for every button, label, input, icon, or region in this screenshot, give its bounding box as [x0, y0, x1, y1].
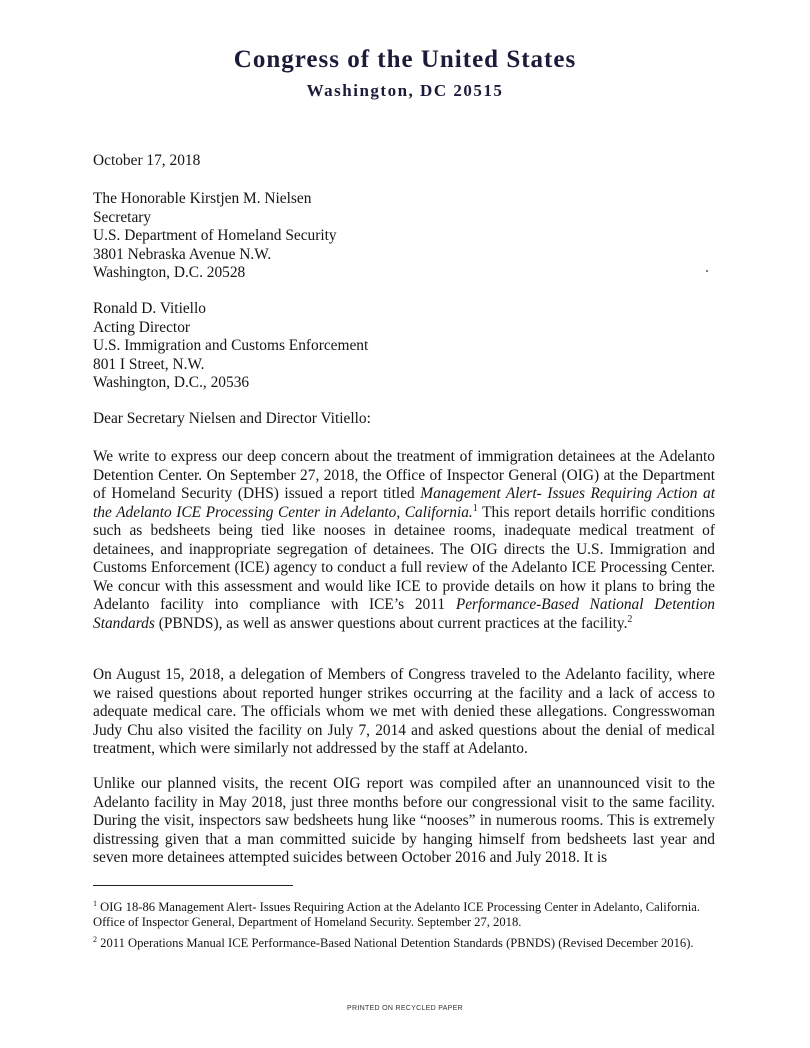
paragraph-text: We write to express our deep concern about the treatment of immigration detainees at the Adelanto Detention Center. On September 27, 2018, the Office of Inspector General (OIG) at the Department of Homeland Security (DHS) issued a report titled: [93, 448, 715, 502]
paragraph-text: This report details horrific conditions such as bedsheets being tied like nooses in detainee rooms, inadequate medical treatment of detainees, and inappropriate segregation of detainees. The OIG directs the U.S. Immigration and Customs Enforcement (ICE) agency to conduct a full review of the Adelanto ICE Processing Center. We concur with this assessment and would like ICE to provide details on how it plans to bring the Adelanto facility into compliance with ICE’s 2011: [93, 503, 715, 613]
body-paragraph: Unlike our planned visits, the recent OIG report was compiled after an unannounced visit to the Adelanto facility in May 2018, just three months before our congressional visit to the same facility. During the visit, inspectors saw bedsheets hung like “nooses” in numerous rooms. This is extremely distressing given that a man committed suicide by hanging himself from bedsheets last year and seven more detainees attempted suicides between October 2016 and July 2018. It is: [93, 775, 715, 866]
scan-speck: [706, 270, 708, 272]
footnote-divider: [93, 885, 293, 886]
recipient-address-block: [93, 300, 715, 393]
footnote: [93, 896, 715, 930]
letterhead-address: Washington, DC 20515: [306, 81, 504, 100]
address-line: The Honorable Kirstjen M. Nielsen: [93, 190, 312, 207]
report-title: Management Alert- Issues Requiring Action at the Adelanto ICE Processing Center in Adelanto, California.: [93, 485, 715, 521]
footnotes: [93, 896, 715, 953]
footnote-number: 1: [93, 899, 97, 908]
footnote: [93, 932, 715, 951]
address-line: Washington, D.C., 20536: [93, 374, 250, 391]
footnote-text: OIG 18-86 Management Alert- Issues Requiring Action at the Adelanto ICE Processing Center in Adelanto, California. Office of Inspector General, Department of Homeland Security. September 27, 2018.: [93, 900, 700, 930]
address-line: U.S. Immigration and Customs Enforcement: [93, 337, 369, 354]
body-paragraph: [93, 448, 715, 633]
footnote-marker: 1: [472, 502, 478, 514]
letterhead-title: Congress of the United States: [233, 46, 577, 73]
body-paragraph: On August 15, 2018, a delegation of Members of Congress traveled to the Adelanto facility, where we raised questions about reported hunger strikes occurring at the facility and a lack of access to adequate medical care. The officials whom we met with denied these allegations. Congresswoman Judy Chu also visited the facility on July 7, 2014 and asked questions about the denial of medical treatment, which were similarly not addressed by the staff at Adelanto.: [93, 666, 715, 757]
standards-title: Performance-Based National Detention Standards: [93, 596, 715, 632]
address-line: Washington, D.C. 20528: [93, 264, 246, 281]
address-line: Secretary: [93, 208, 152, 226]
recycled-paper-notice: PRINTED ON RECYCLED PAPER: [347, 1005, 463, 1012]
address-line: 3801 Nebraska Avenue N.W.: [93, 245, 272, 263]
address-line: Ronald D. Vitiello: [93, 300, 206, 317]
paragraph-text: (PBNDS), as well as answer questions about current practices at the facility.: [154, 614, 628, 632]
address-line: U.S. Department of Homeland Security: [93, 227, 337, 244]
salutation: Dear Secretary Nielsen and Director Vitiello:: [93, 410, 371, 427]
recipient-address-block: [93, 190, 715, 283]
footnote-marker: 2: [627, 613, 633, 625]
footnote-number: 2: [93, 935, 97, 945]
letter-date: October 17, 2018: [93, 152, 201, 169]
address-line: 801 I Street, N.W.: [93, 355, 205, 373]
footnote-text: 2011 Operations Manual ICE Performance-Based National Detention Standards (PBNDS) (Revised December 2016).: [97, 936, 694, 951]
address-line: Acting Director: [93, 318, 191, 336]
